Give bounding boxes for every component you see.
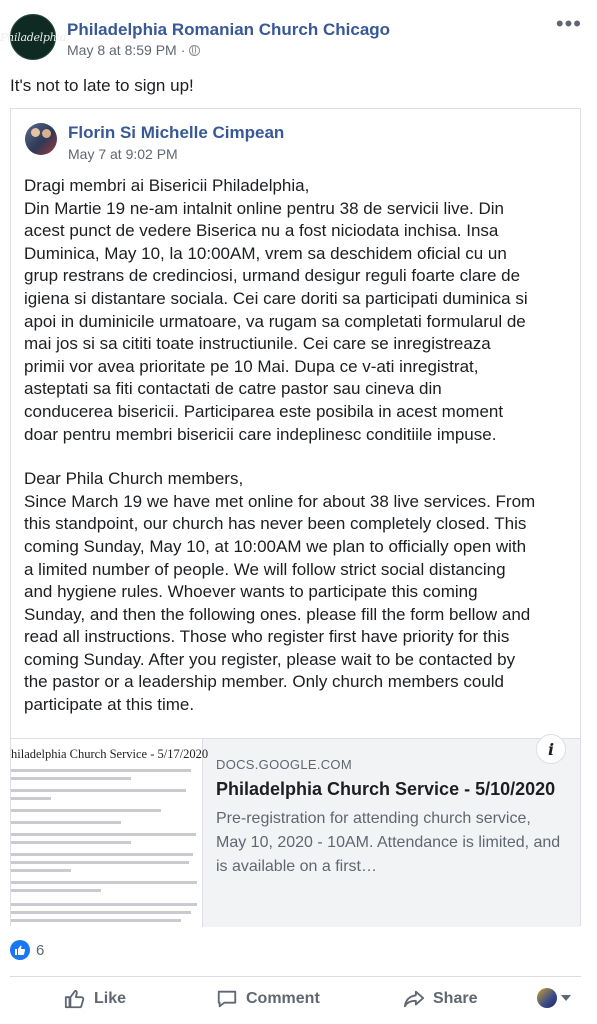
like-reaction-icon	[10, 940, 30, 960]
link-domain: DOCS.GOOGLE.COM	[216, 757, 352, 772]
post-timestamp[interactable]: May 8 at 8:59 PM	[67, 42, 177, 58]
doc-text-line	[11, 911, 191, 914]
post-header	[0, 11, 590, 64]
share-label: Share	[433, 990, 478, 1007]
link-info	[216, 757, 561, 879]
doc-text-line	[11, 903, 197, 906]
doc-text-line	[11, 777, 131, 780]
like-icon	[64, 988, 86, 1010]
doc-text-line	[11, 919, 181, 922]
doc-text-line	[11, 841, 131, 844]
shared-author-avatar[interactable]	[25, 123, 57, 155]
body-text-line: Since March 19 we have met online for about 38 live services. From	[24, 491, 536, 511]
body-text-line: apoi in duminicile urmatoare, va rugam sa completati formularul de	[24, 311, 526, 331]
romanian-paragraph	[24, 175, 576, 446]
body-text-line: the pastor or a leadership member. Only church members could	[24, 672, 505, 692]
shared-author-link[interactable]: Florin Si Michelle Cimpean	[68, 123, 285, 142]
english-paragraph	[24, 468, 576, 717]
body-text-line: Sunday, and then the following ones. please fill the form bellow and	[24, 604, 531, 624]
doc-text-line	[11, 809, 161, 812]
doc-text-line	[11, 881, 197, 884]
page-avatar[interactable]	[0, 14, 66, 60]
body-text-line: this standpoint, our church has never been completely closed. This	[24, 514, 527, 534]
body-text-line: grup restrans de credinciosi, urmand desigur reguli foarte clare de	[24, 266, 521, 286]
body-text-line: participate at this time.	[24, 695, 195, 715]
doc-text-line	[11, 861, 189, 864]
link-description: Pre-registration for attending church service, May 10, 2020 - 10AM. Attendance is limited, and is available on a first…	[216, 810, 561, 875]
actions-divider	[10, 976, 581, 977]
body-text-line: mai jos si sa cititi toate instructiunile. Cei care se inregistreaza	[24, 334, 491, 354]
reaction-count: 6	[36, 941, 45, 959]
doc-text-line	[11, 833, 196, 836]
body-text-line: doar pentru membri bisericii care indeplinesc conditiile impuse.	[24, 424, 497, 444]
share-button[interactable]	[403, 980, 477, 1018]
doc-text-line	[11, 853, 193, 856]
doc-text-line	[11, 769, 191, 772]
body-text-line: coming Sunday. After you register, please wait to be contacted by	[24, 649, 516, 669]
doc-text-line	[11, 797, 51, 800]
link-title[interactable]: Philadelphia Church Service - 5/10/2020	[216, 779, 556, 799]
doc-text-line	[11, 869, 71, 872]
body-text-line: igiena si distantare sociala. Cei care doriti sa participati duminica si	[24, 288, 528, 308]
post-status-text: It's not to late to sign up!	[10, 76, 194, 95]
page-avatar-logo-text: Philadelphia	[0, 30, 66, 44]
meta-separator: ·	[180, 42, 186, 58]
post-meta	[67, 42, 200, 58]
comment-label: Comment	[246, 990, 320, 1007]
like-button[interactable]	[64, 980, 126, 1018]
share-icon	[403, 988, 425, 1010]
body-text-line: asteptati sa fiti contactati de catre pastor sau cineva din	[24, 379, 442, 399]
page-name-link[interactable]: Philadelphia Romanian Church Chicago	[67, 20, 391, 39]
comment-icon	[216, 988, 238, 1010]
link-preview-card[interactable]	[11, 738, 580, 927]
shared-timestamp[interactable]: May 7 at 9:02 PM	[68, 146, 178, 162]
info-icon[interactable]: i	[536, 734, 566, 764]
body-text-line: a limited number of people. We will follow strict social distancing	[24, 559, 506, 579]
shared-post-header	[25, 121, 565, 165]
caret-down-icon	[561, 995, 571, 1001]
body-text-line: and hygiene rules. Whoever wants to participate this coming	[24, 582, 478, 602]
like-label: Like	[94, 990, 127, 1007]
body-text-line: coming Sunday, May 10, at 10:00AM we plan to officially open with	[24, 536, 527, 556]
body-text-line: Dragi membri ai Bisericii Philadelphia,	[24, 176, 310, 195]
doc-text-line	[11, 789, 186, 792]
body-text-line: acest punct de vedere Biserica nu a fost niciodata inchisa. Insa	[24, 221, 499, 241]
body-text-line: conducerea bisericii. Participarea este posibila in acest moment	[24, 401, 504, 421]
body-text-line: read all instructions. Those who register first have priority for this	[24, 627, 510, 647]
doc-thumbnail	[11, 739, 209, 927]
body-text-line: Din Martie 19 ne-am intalnit online pentru 38 de servicii live. Din	[24, 198, 505, 218]
audience-selector[interactable]	[537, 988, 571, 1008]
more-icon[interactable]: •••	[555, 11, 582, 36]
doc-text-line	[11, 889, 101, 892]
doc-thumbnail-title: hiladelphia Church Service - 5/17/2020	[11, 747, 209, 761]
shared-post-body	[24, 175, 576, 717]
reactions-summary[interactable]	[10, 940, 44, 960]
doc-text-line	[11, 821, 121, 824]
audience-avatar	[537, 988, 557, 1008]
comment-button[interactable]	[216, 980, 320, 1018]
globe-icon	[189, 45, 200, 56]
body-text-line: primii vor avea prioritate pe 10 Mai. Dupa ce v-ati inregistrat,	[24, 356, 479, 376]
shared-post	[10, 108, 581, 926]
post-actions	[0, 980, 597, 1020]
body-text-line: Duminica, May 10, la 10:00AM, vrem sa deschidem oficial cu un	[24, 243, 507, 263]
body-text-line: Dear Phila Church members,	[24, 469, 244, 489]
